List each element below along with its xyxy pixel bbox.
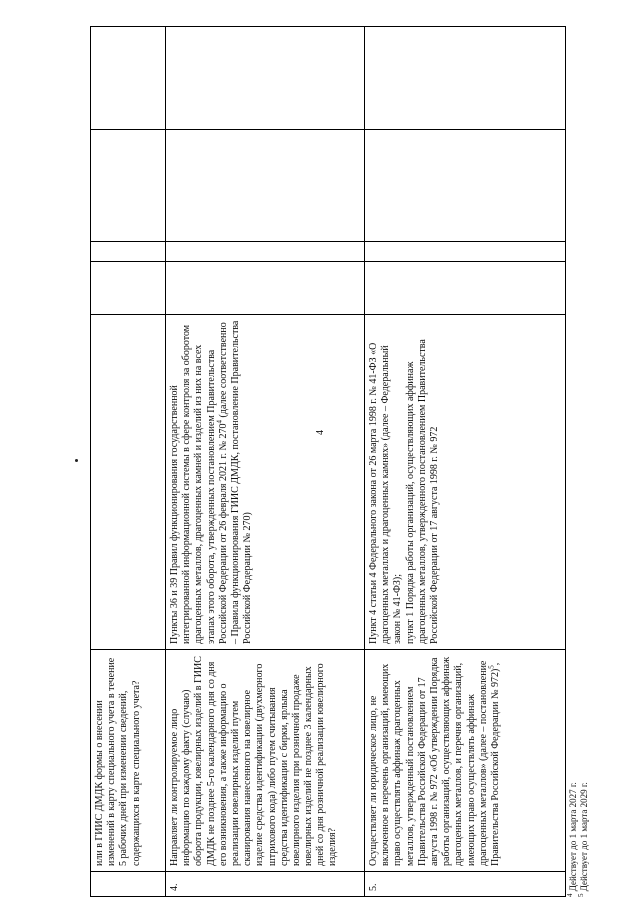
question-text-part: , bbox=[489, 662, 501, 666]
answer-cell bbox=[91, 130, 166, 242]
footnote-rule bbox=[565, 707, 566, 897]
reference-text-part: Пункты 36 и 39 Правил функционирования государственной интегрированной информационной системы в сфере контроля за оборотом драгоценных металлов, драгоценных камней и изделий из них на всех этапах этого оборота, утвержденных постановлением Правительства Российской Федерации от 26 февраля 2021 г. № 270 bbox=[169, 324, 229, 644]
answer-cell bbox=[166, 262, 365, 315]
question-cell bbox=[365, 650, 566, 872]
row-number: 5. bbox=[365, 872, 566, 897]
footnote-text: Действует до 1 марта 2029 г. bbox=[578, 782, 589, 894]
question-cell bbox=[91, 650, 166, 872]
table-row bbox=[166, 27, 365, 897]
reference-text: Пункт 4 статьи 4 Федерального закона от 26 марта 1998 г. № 41-ФЗ «О драгоценных металлах и драгоценных камнях» (далее – Федеральный закон № 41-ФЗ); пункт 1 Порядка работы организаций, осуществляющих аффинаж драгоценных металлов, утвержденного постановлением Правительства Российской Федерации от 17 августа 1998 г. № 972 bbox=[368, 339, 440, 644]
reference-cell bbox=[166, 315, 365, 650]
question-text: или в ГИИС ДМДК формы о внесении изменений в карту специального учета в течение 5 рабочих дней при изменении сведений, содержащихся в карте специального учета? bbox=[94, 657, 142, 866]
footnote-text: Действует до 1 марта 2027 г. bbox=[568, 782, 578, 894]
answer-cell bbox=[365, 242, 566, 262]
question-text: Направляет ли контролируемое лицо информацию по каждому факту (случаю) оборота продукции, ювелирных изделий в ГИИС ДМДК не позднее 5-го календарного дня со дня его возникновения, а также информацию о реализации ювелирных изделий путем сканирования нанесенного на ювелирное изделие средства идентификации (двухмерного штрихового кода) либо путем считывания средства идентификации с бирки, ярлыка ювелирного изделия при розничной продаже ювелирных изделий не позднее 3 календарных дней со дня розничной реализации ювелирного изделия? bbox=[169, 656, 339, 866]
footnote-mark: 5 bbox=[576, 893, 585, 897]
footnote-mark: 4 bbox=[566, 893, 574, 897]
question-cell bbox=[166, 650, 365, 872]
footnotes bbox=[565, 697, 590, 897]
footnote bbox=[576, 697, 590, 897]
answer-cell bbox=[166, 242, 365, 262]
answer-cell bbox=[166, 130, 365, 242]
question-text-part: Осуществляет ли юридическое лицо, не включенное в перечень организаций, имеющих право осуществлять аффинаж драгоценных металлов, утвержденный постановлением Правительства Российской Федерации от 17 августа 1998 г. № 972 «Об утверждении Порядка работы организаций, осуществляющих аффинаж драгоценных металлов, и перечня организаций, имеющих право осуществлять аффинаж драгоценных металлов» (далее – постановление Правительства Российской Федерации № 972) bbox=[368, 656, 501, 866]
answer-cell bbox=[365, 262, 566, 315]
page-number: 4 bbox=[315, 430, 326, 435]
reference-cell bbox=[91, 315, 166, 650]
footnote bbox=[568, 697, 579, 897]
answer-cell bbox=[91, 262, 166, 315]
question-text bbox=[368, 657, 501, 866]
table-row bbox=[91, 27, 166, 897]
requirements-table bbox=[90, 27, 565, 897]
footnote-ref: 4 bbox=[215, 419, 224, 424]
scan-speck bbox=[75, 459, 78, 462]
answer-cell bbox=[91, 242, 166, 262]
reference-cell bbox=[365, 315, 566, 650]
row-number bbox=[91, 872, 166, 897]
notes-cell bbox=[166, 27, 365, 130]
table-row bbox=[365, 27, 566, 897]
row-number: 4. bbox=[166, 872, 365, 897]
notes-cell bbox=[365, 27, 566, 130]
notes-cell bbox=[91, 27, 166, 130]
footnote-ref: 5 bbox=[487, 665, 496, 669]
reference-text bbox=[169, 321, 253, 644]
answer-cell bbox=[365, 130, 566, 242]
reference-text-part: (далее соответственно – Правила функционирования ГИИС ДМДК, постановление Правительства Российской Федерации № 270) bbox=[217, 320, 254, 644]
